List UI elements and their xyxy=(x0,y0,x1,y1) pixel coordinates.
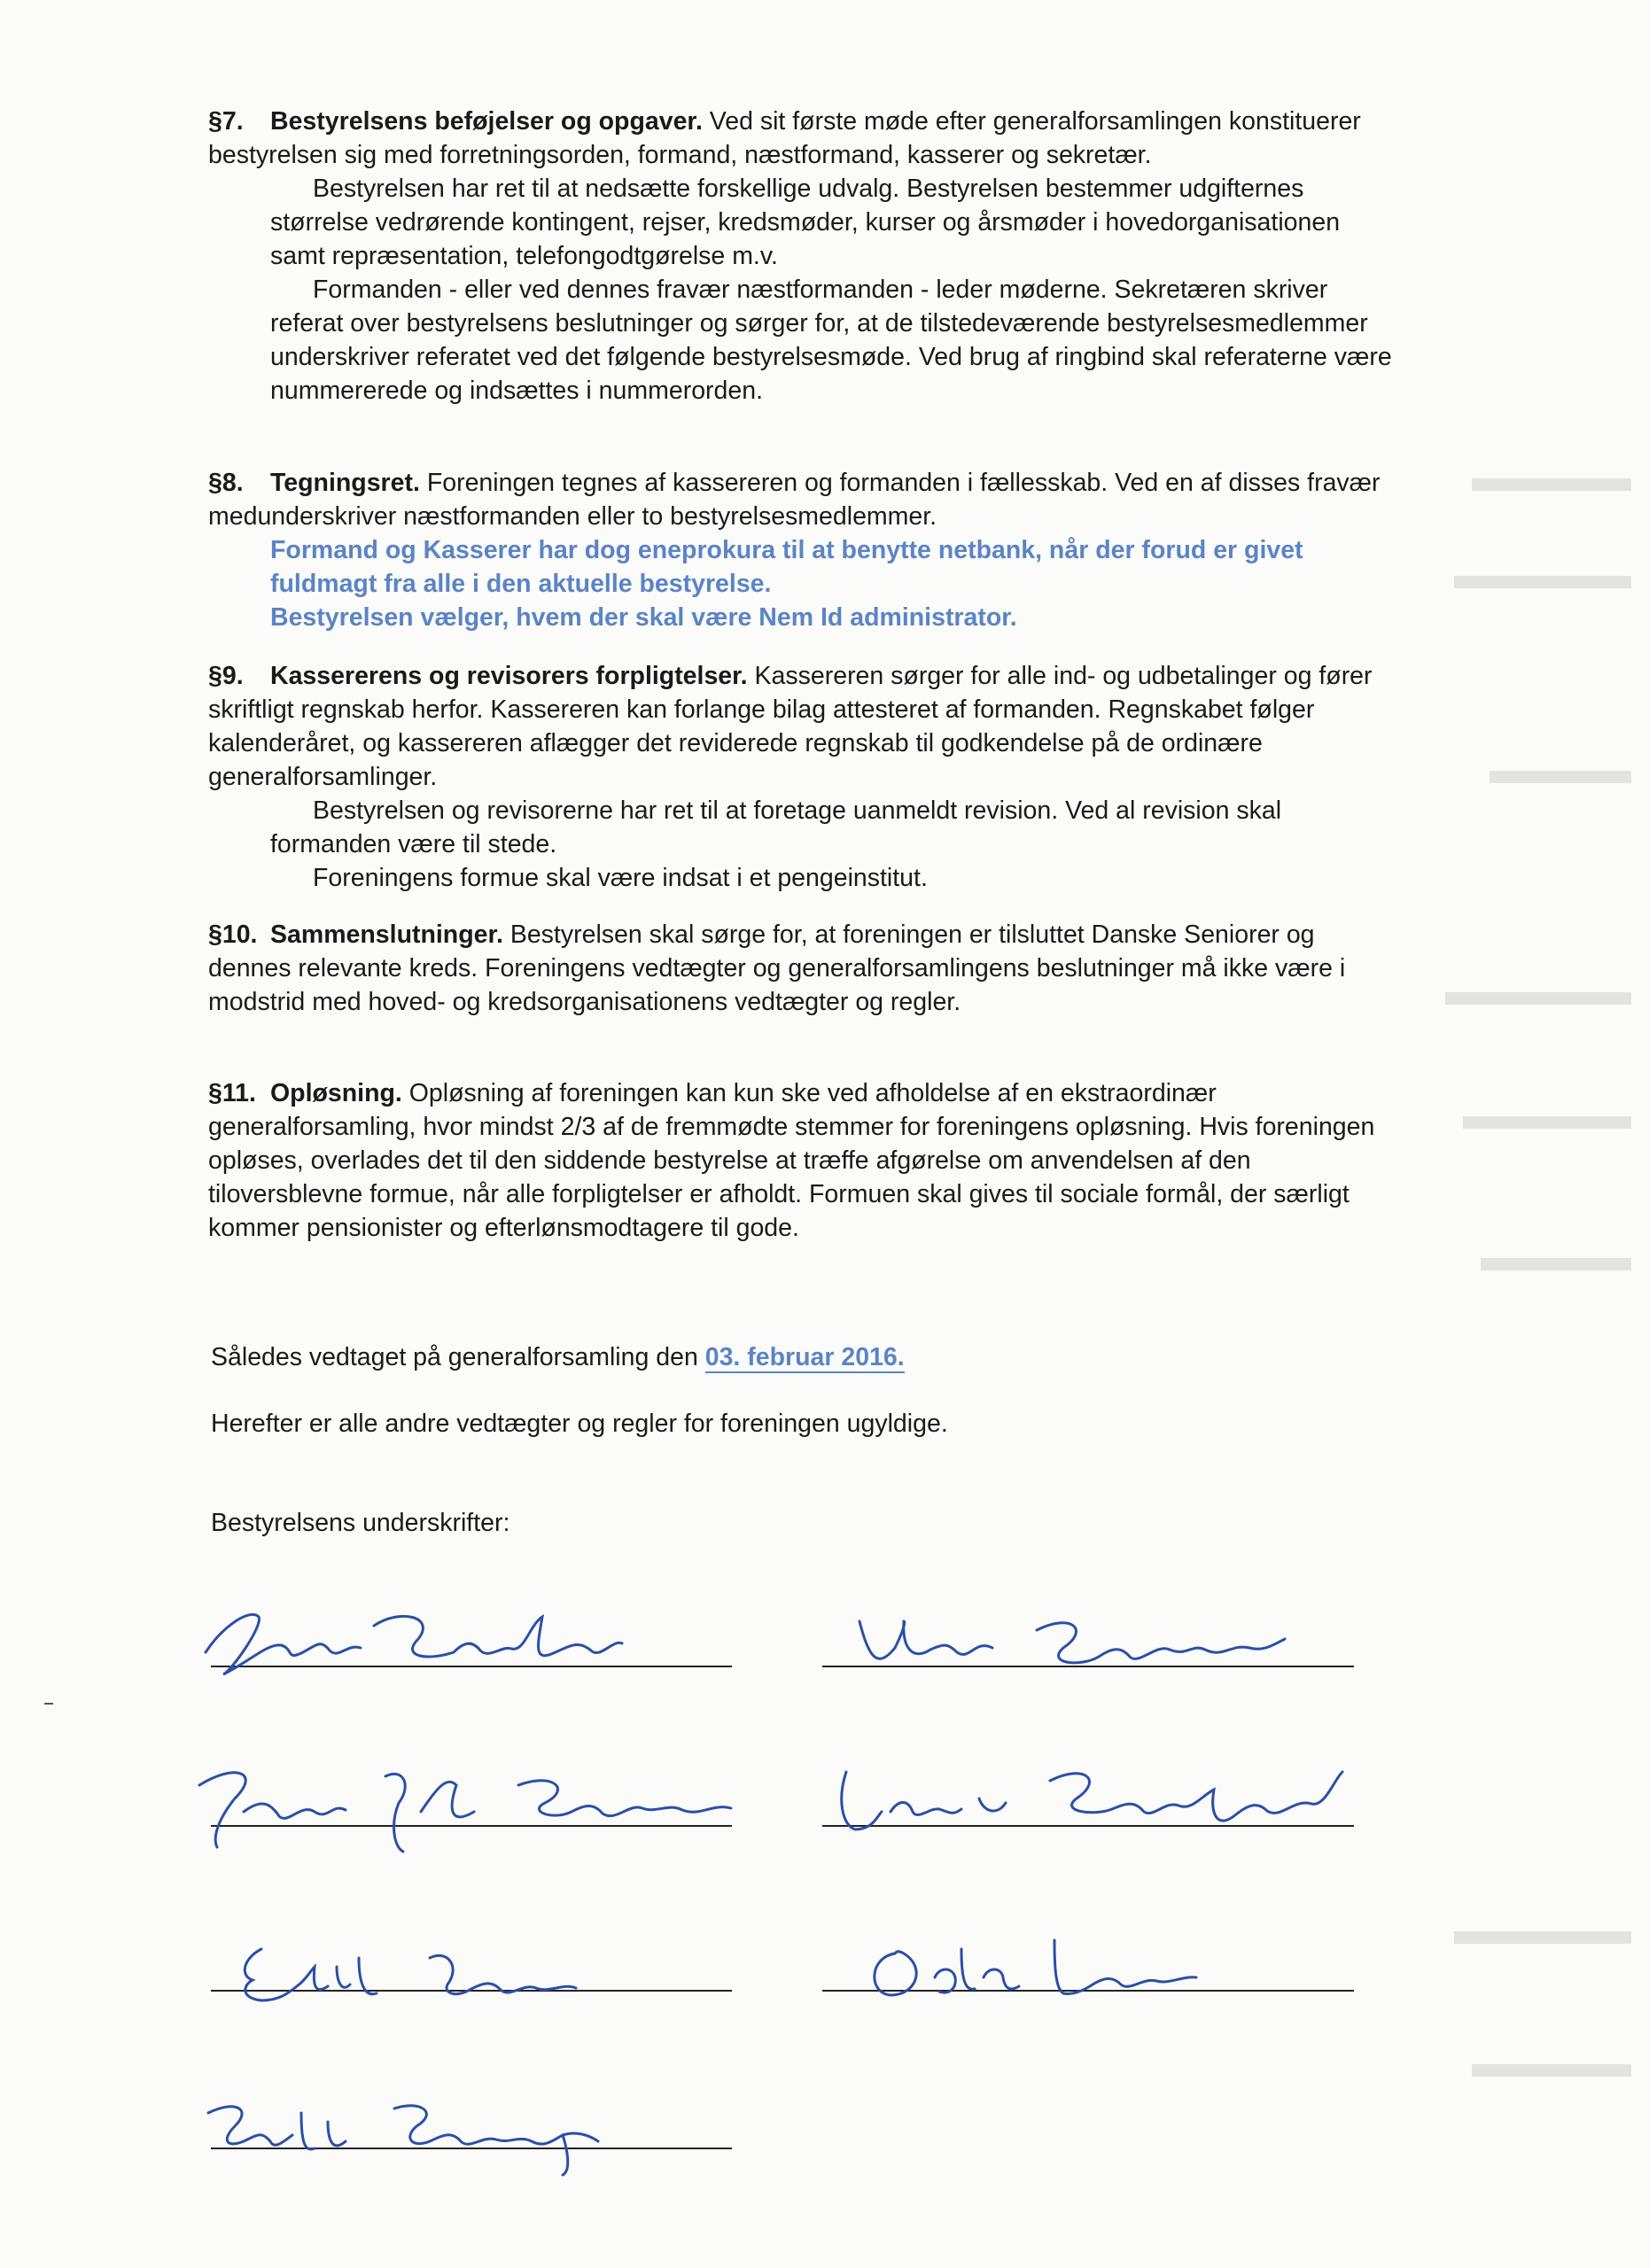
adoption-date: 03. februar 2016. xyxy=(704,1343,905,1371)
section-title: Kassererens og revisorers forpligtelser. xyxy=(270,662,748,690)
section-8 xyxy=(208,466,1396,634)
paragraph: Foreningens formue skal være indsat i et pengeinstitut. xyxy=(313,864,928,892)
bleed-through-marks xyxy=(1419,0,1649,2268)
section-number: §10. xyxy=(208,920,258,949)
section-title: Opløsning. xyxy=(270,1079,402,1107)
invalidation-statement: Herefter er alle andre vedtægter og regler for foreningen ugyldige. xyxy=(211,1410,948,1438)
section-number: §9. xyxy=(208,662,244,690)
signature-ursa-sorensen xyxy=(851,1595,1294,1697)
signature-edith-hansen xyxy=(226,1931,598,2016)
section-number: §11. xyxy=(208,1079,256,1107)
signature-laurits-paulsgard xyxy=(828,1745,1360,1865)
section-11 xyxy=(208,1076,1396,1245)
amendment-text: Bestyrelsen vælger, hvem der skal være Nem Id administrator. xyxy=(270,603,1017,632)
adoption-text: Således vedtaget på generalforsamling den xyxy=(211,1343,705,1371)
signature-ingrid-sandbaek xyxy=(197,1590,640,1692)
paragraph: Formanden - eller ved dennes fravær næstformanden - leder møderne. Sekretæren skriver referat over bestyrelsens beslutninger og sørger for, at de tilstedeværende bestyrelsesmedlemmer underskriver referatet ved det følgende bestyrelsesmøde. Ved brug af ringbind skal referaterne være nummererede og indsættes i nummerorden. xyxy=(270,276,1392,405)
section-lead: Ved sit første møde efter generalforsamlingen konstituerer bestyrelsen sig med forretningsorden, formand, næstformand, kasserer og sekretær. xyxy=(208,107,1361,169)
section-title: Sammenslutninger. xyxy=(270,920,503,949)
signature-kjeld-klaustrup xyxy=(199,2086,625,2188)
section-number: §7. xyxy=(208,107,244,136)
section-lead: Bestyrelsen skal sørge for, at foreningen er tilsluttet Danske Seniorer og dennes relevante kreds. Foreningens vedtægter og generalforsamlingens beslutninger må ikke være i modstrid med hoved- og kredsorganisationens vedtægter og regler. xyxy=(208,920,1346,1016)
signature-oda-larsen xyxy=(851,1922,1205,2016)
section-lead: Opløsning af foreningen kan kun ske ved afholdelse af en ekstraordinær generalforsamling, hvor mindst 2/3 af de fremmødte stemmer for foreningens opløsning. Hvis foreningen opløses, overlades det til den siddende bestyrelse at træffe afgørelse om anvendelsen af den tiloversblevne formue, når alle forpligtelser er afholdt. Formuen skal gives til sociale formål, der særligt kommer pensionister og efterlønsmodtagere til gode. xyxy=(208,1079,1375,1242)
section-9 xyxy=(208,659,1396,895)
amendment-text: Formand og Kasserer har dog eneprokura til at benytte netbank, når der forud er givet fuldmagt fra alle i den aktuelle bestyrelse. xyxy=(270,536,1303,598)
signature-inger-plyk-pedersen xyxy=(182,1750,758,1869)
section-lead: Foreningen tegnes af kassereren og formanden i fællesskab. Ved en af disses fravær medunderskriver næstformanden eller to bestyrelsesmedlemmer. xyxy=(208,469,1381,531)
adoption-statement xyxy=(211,1340,905,1374)
signatures-heading: Bestyrelsens underskrifter: xyxy=(211,1509,510,1537)
section-10 xyxy=(208,918,1396,1019)
section-title: Tegningsret. xyxy=(270,469,420,497)
paragraph: Bestyrelsen og revisorerne har ret til at foretage uanmeldt revision. Ved al revision skal formanden være til stede. xyxy=(270,796,1282,858)
section-number: §8. xyxy=(208,469,244,497)
section-7 xyxy=(208,105,1396,408)
paragraph: Bestyrelsen har ret til at nedsætte forskellige udvalg. Bestyrelsen bestemmer udgifternes størrelse vedrørende kontingent, rejser, kredsmøder, kurser og årsmøder i hovedorganisationen samt repræsentation, telefongodtgørelse m.v. xyxy=(270,175,1341,270)
stray-mark xyxy=(44,1703,53,1705)
section-lead: Kassereren sørger for alle ind- og udbetalinger og fører skriftligt regnskab herfor. Kassereren kan forlange bilag attesteret af formanden. Regnskabet følger kalenderåret, og kassereren aflægger det reviderede regnskab til godkendelse på de ordinære generalforsamlinger. xyxy=(208,662,1373,791)
section-7-heading xyxy=(208,105,1396,172)
section-title: Bestyrelsens beføjelser og opgaver. xyxy=(270,107,703,136)
